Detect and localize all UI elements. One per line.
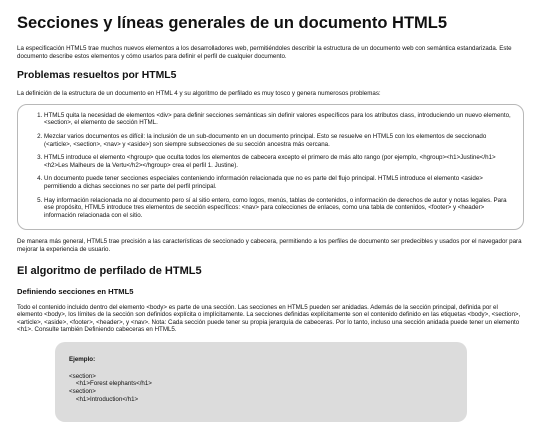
example-code-line: <section>	[69, 388, 96, 396]
problems-lead: La definición de la estructura de un documento en HTML 4 y su algoritmo de perfilado es muy tosco y genera numerosos problemas:	[17, 90, 381, 98]
problems-box	[17, 104, 524, 231]
problem-item-4: 4. Un documento puede tener secciones especiales conteniendo información relacionada que no es parte del flujo principal. HTML5 introduce el elemento <aside> permitiendo a dichas secciones no ser parte del perfil principal.	[44, 175, 515, 190]
algorithm-subheading: Definiendo secciones en HTML5	[17, 286, 134, 296]
algorithm-heading: El algoritmo de perfilado de HTML5	[17, 264, 202, 277]
problem-item-2: 2. Mezclar varios documentos es difícil: la inclusión de un sub-documento en un documento principal. Esto se resuelve en HTML5 con los elementos de seccionado (<article>, <section>, <nav> y <aside>) son siempre subsecciones de su sección ancestra más cercana.	[44, 133, 515, 148]
algorithm-paragraph: Todo el contenido incluido dentro del elemento <body> es parte de una sección. Las secciones en HTML5 pueden ser anidadas. Además de la sección principal, definida por el elemento <body>, los límites de la sección son definidos explícita o implícitamente. La secciones definidas explícitamente son el contenido definido en las etiquetas <body>, <section>, <article>, <aside>, <footer>, <header>, y <nav>. Nota: Cada sección puede tener su propia jerarquía de cabeceras. Por lo tanto, incluso una sección anidada puede tener un elemento <h1>. Consulte también Definiendo cabeceras en HTML5.	[17, 303, 521, 334]
page-title: Secciones y líneas generales de un documento HTML5	[17, 14, 448, 32]
problems-heading: Problemas resueltos por HTML5	[17, 70, 177, 82]
intro-paragraph: La especificación HTML5 trae muchos nuevos elementos a los desarrolladores web, permitiéndoles describir la estructura de un documento web con semántica estandarizada. Este documento describe estos elementos y cómo usarlos para definir el perfil de cualquier documento.	[17, 45, 512, 60]
example-code-line: <section>	[69, 372, 96, 380]
problems-list	[26, 112, 515, 220]
example-code-line: <h1>Forest elephants</h1>	[69, 380, 152, 388]
example-label: Ejemplo:	[69, 355, 96, 363]
problem-item-1: 1. HTML5 quita la necesidad de elementos <div> para definir secciones semánticas sin definir valores específicos para los atributos class, introduciendo un nuevo elemento, <section>, el elemento de sección HTML.	[44, 112, 515, 127]
problem-item-3: 3. HTML5 introduce el elemento <hgroup> que oculta todos los elementos de cabecera excepto el primero de más alto rango (por ejemplo, <hgroup><h1>Justine</h1><h2>Les Malheurs de la Vertu</h2></hgroup> crea el perfil 1. Justine).	[44, 154, 515, 169]
example-box	[55, 342, 467, 422]
example-code-line: <h1>Introduction</h1>	[69, 395, 139, 403]
problem-item-5: 5. Hay información relacionada no al documento pero sí al sitio entero, como logos, menús, tablas de contenidos, o información de derechos de autor y notas legales. Para ese propósito, HTML5 introduce tres elementos de sección específicos: <nav> para colecciones de enlaces, como una tabla de contenidos, <footer> y <header> información relacionada con el sitio.	[44, 197, 515, 220]
problems-summary: De manera más general, HTML5 trae precisión a las características de seccionado y cabecera, permitiendo a los perfiles de documento ser predecibles y usados por el navegador para mejorar la experiencia de usuario.	[17, 238, 522, 253]
